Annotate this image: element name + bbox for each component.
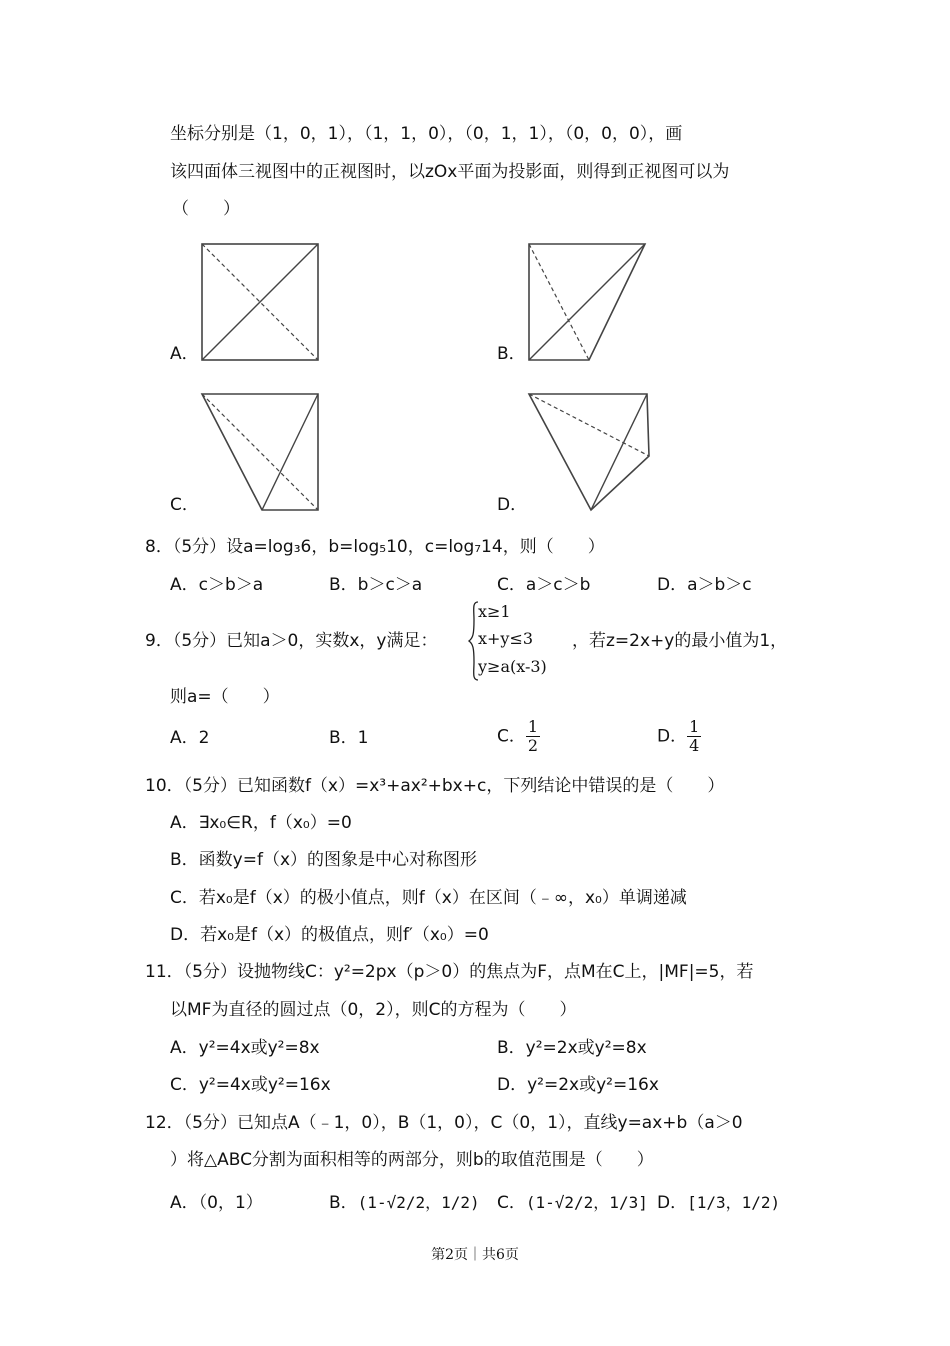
q9-constraint-3: y≥a(x-3) <box>478 657 547 676</box>
q12-option-d-label: D． <box>657 1193 688 1213</box>
q9-option-c <box>497 718 540 755</box>
q7-line2: 该四面体三视图中的正视图时，以zOx平面为投影面，则得到正视图可以为 <box>170 162 730 182</box>
q11-option-b: B．y²=2x或y²=8x <box>497 1038 647 1058</box>
q12-option-b-expr: (1-√2/2，1/2) <box>357 1193 480 1212</box>
q12-option-b-label: B． <box>329 1193 358 1213</box>
q9-option-d <box>657 718 701 755</box>
q12-line1: 12．（5分）已知点A（﹣1，0），B（1，0），C（0，1），直线y=ax+b（a＞0 <box>145 1113 743 1133</box>
q9-stem-pre: 9．（5分）已知a＞0，实数x，y满足： <box>145 631 438 651</box>
page-footer: 第2页｜共6页 <box>431 1247 519 1263</box>
q11-option-a: A．y²=4x或y²=8x <box>170 1038 320 1058</box>
q9-line2: 则a=（ ） <box>170 687 280 707</box>
q9-option-a: A．2 <box>170 728 210 748</box>
q12-option-c-expr: (1-√2/2，1/3] <box>525 1193 648 1212</box>
q12-option-c-label: C． <box>497 1193 526 1213</box>
q9-option-c-label: C． <box>497 726 526 747</box>
q10-option-a: A．∃x₀∈R，f（x₀）=0 <box>170 813 352 833</box>
q9-option-c-fraction <box>526 718 540 755</box>
q11-line1: 11．（5分）设抛物线C：y²=2px（p＞0）的焦点为F，点M在C上，|MF|=5，若 <box>145 962 754 982</box>
q7-option-b-label: B． <box>497 344 526 364</box>
q10-option-b: B．函数y=f（x）的图象是中心对称图形 <box>170 850 478 870</box>
q12-option-a: A．（0，1） <box>170 1193 263 1213</box>
q7-line1: 坐标分别是（1，0，1），（1，1，0），（0，1，1），（0，0，0），画 <box>170 124 683 144</box>
q7-option-c-label: C． <box>170 495 199 515</box>
q9-option-c-denominator: 2 <box>527 736 539 755</box>
q8-option-a: A．c＞b＞a <box>170 575 264 595</box>
q11-option-d: D．y²=2x或y²=16x <box>497 1075 659 1095</box>
q8-option-d: D．a＞b＞c <box>657 575 752 595</box>
q7-option-d-label: D． <box>497 495 528 515</box>
q7-option-a-label: A． <box>170 344 199 364</box>
q9-stem-post: ，若z=2x+y的最小值为1， <box>572 631 788 651</box>
q8-option-b: B．b＞c＞a <box>329 575 423 595</box>
q8-stem: 8．（5分）设a=log₃6，b=log₅10，c=log₇14，则（ ） <box>145 537 605 557</box>
q10-option-c: C．若x₀是f（x）的极小值点，则f（x）在区间（﹣∞，x₀）单调递减 <box>170 888 687 908</box>
q12-option-d <box>657 1192 780 1214</box>
q12-line2: ）将△ABC分割为面积相等的两部分，则b的取值范围是（ ） <box>170 1150 654 1170</box>
q7-figure-a <box>196 238 326 366</box>
q11-line2: 以MF为直径的圆过点（0，2），则C的方程为（ ） <box>170 1000 577 1020</box>
q9-constraint-2: x+y≤3 <box>478 629 534 648</box>
q9-constraint-1: x≥1 <box>478 602 511 621</box>
q7-figure-d <box>523 388 658 516</box>
q10-option-d: D．若x₀是f（x）的极值点，则f′（x₀）=0 <box>170 925 489 945</box>
q12-option-c <box>497 1192 648 1214</box>
q12-option-d-expr: [1/3，1/2) <box>687 1193 781 1212</box>
q7-line3: （ ） <box>172 199 240 219</box>
q7-figure-b <box>523 238 653 366</box>
q9-option-d-label: D． <box>657 726 688 747</box>
q11-option-c: C．y²=4x或y²=16x <box>170 1075 331 1095</box>
q10-stem: 10．（5分）已知函数f（x）=x³+ax²+bx+c，下列结论中错误的是（ ） <box>145 776 725 796</box>
q9-constraint-system <box>468 600 578 682</box>
q9-option-d-fraction <box>687 718 701 755</box>
q9-option-c-numerator: 1 <box>527 717 539 736</box>
q7-figure-c <box>196 388 326 516</box>
q9-option-b: B．1 <box>329 728 369 748</box>
q12-option-b <box>329 1192 480 1214</box>
q9-option-d-denominator: 4 <box>689 736 700 755</box>
q8-option-c: C．a＞c＞b <box>497 575 591 595</box>
q9-option-d-numerator: 1 <box>689 717 700 736</box>
